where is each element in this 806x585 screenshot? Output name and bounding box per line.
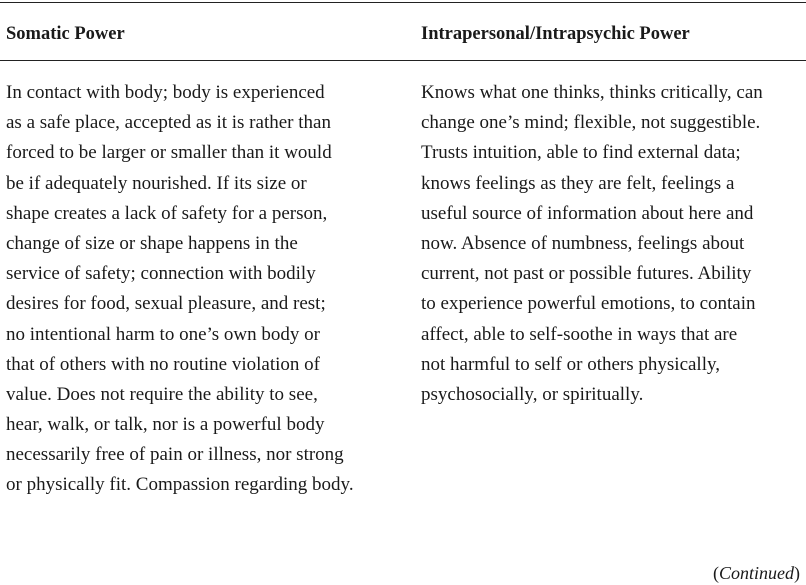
text-line: now. Absence of numbness, feelings about xyxy=(421,232,745,254)
text-line: change one’s mind; flexible, not suggestible. xyxy=(421,112,761,134)
text-line: or physically fit. Compassion regarding body. xyxy=(6,474,354,496)
text-line: to experience powerful emotions, to contain xyxy=(421,293,756,315)
text-line: psychosocially, or spiritually. xyxy=(421,383,644,405)
text-line: be if adequately nourished. If its size or xyxy=(6,172,307,194)
continued-open-paren: ( xyxy=(713,563,719,583)
text-line: useful source of information about here and xyxy=(421,202,754,224)
text-line: shape creates a lack of safety for a person, xyxy=(6,202,328,224)
text-line: current, not past or possible futures. Ability xyxy=(421,263,752,285)
text-line: no intentional harm to one’s own body or xyxy=(6,323,320,345)
header-rule xyxy=(0,60,806,61)
text-line: In contact with body; body is experienced xyxy=(6,82,325,103)
text-line: not harmful to self or others physically, xyxy=(421,353,721,375)
intrapersonal-power-text xyxy=(421,78,806,410)
column-header-somatic: Somatic Power xyxy=(6,24,125,44)
text-line: Knows what one thinks, thinks critically, can xyxy=(421,82,763,103)
text-line: affect, able to self-soothe in ways that are xyxy=(421,323,738,345)
text-line: service of safety; connection with bodily xyxy=(6,263,316,285)
continued-note xyxy=(713,562,800,584)
text-line: value. Does not require the ability to see, xyxy=(6,383,318,405)
continued-close-paren: ) xyxy=(794,563,800,583)
text-line: Trusts intuition, able to find external data; xyxy=(421,142,741,164)
somatic-power-text xyxy=(6,78,396,501)
text-line: forced to be larger or smaller than it would xyxy=(6,142,332,164)
text-line: necessarily free of pain or illness, nor strong xyxy=(6,444,344,466)
text-line: knows feelings as they are felt, feelings a xyxy=(421,172,735,194)
text-line: change of size or shape happens in the xyxy=(6,232,298,254)
top-rule xyxy=(0,2,806,3)
text-line: as a safe place, accepted as it is rather than xyxy=(6,112,331,134)
text-line: desires for food, sexual pleasure, and rest; xyxy=(6,293,326,315)
continued-word: Continued xyxy=(719,563,794,583)
text-line: that of others with no routine violation of xyxy=(6,353,320,375)
column-header-intrapersonal: Intrapersonal/Intrapsychic Power xyxy=(421,24,690,44)
text-line: hear, walk, or talk, nor is a powerful body xyxy=(6,414,325,436)
